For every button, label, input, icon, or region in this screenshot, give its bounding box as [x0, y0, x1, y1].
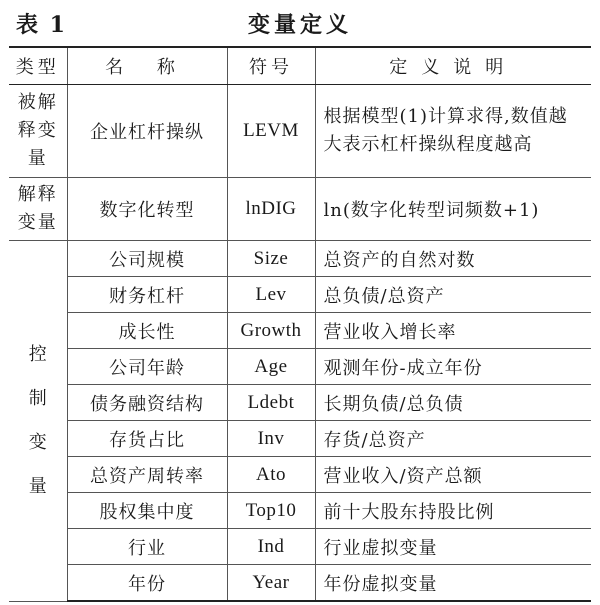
definition-cell: 营业收入增长率	[315, 313, 591, 349]
table-header-row	[9, 47, 591, 85]
symbol-cell: Ind	[227, 529, 315, 565]
name-cell: 成长性	[67, 313, 227, 349]
table-row-control	[9, 565, 591, 602]
definition-cell: 根据模型(1)计算求得,数值越大表示杠杆操纵程度越高	[315, 85, 591, 178]
symbol-cell: LEVM	[227, 85, 315, 178]
definition-cell: 总负债/总资产	[315, 277, 591, 313]
table-row-control	[9, 277, 591, 313]
table-row-control	[9, 313, 591, 349]
definition-cell: 营业收入/资产总额	[315, 457, 591, 493]
table-row-control	[9, 529, 591, 565]
table-caption	[0, 6, 600, 42]
variable-definition-table	[9, 46, 591, 602]
name-cell: 公司年龄	[67, 349, 227, 385]
table-row-control	[9, 385, 591, 421]
table-number: 表 1	[16, 12, 67, 38]
type-control-text: 控制变量	[28, 343, 49, 497]
table-title: 变量定义	[247, 12, 352, 38]
table-row-control	[9, 241, 591, 277]
header-definition: 定义说明	[315, 47, 591, 85]
symbol-cell: Ato	[227, 457, 315, 493]
definition-cell: 长期负债/总负债	[315, 385, 591, 421]
table-row-independent	[9, 178, 591, 241]
table-row-control	[9, 457, 591, 493]
symbol-cell: Size	[227, 241, 315, 277]
definition-cell: ln(数字化转型词频数+1)	[315, 178, 591, 241]
name-cell: 数字化转型	[67, 178, 227, 241]
name-cell: 股权集中度	[67, 493, 227, 529]
symbol-cell: Lev	[227, 277, 315, 313]
table-row-control	[9, 421, 591, 457]
definition-cell: 前十大股东持股比例	[315, 493, 591, 529]
name-cell: 公司规模	[67, 241, 227, 277]
symbol-cell: Age	[227, 349, 315, 385]
symbol-cell: lnDIG	[227, 178, 315, 241]
type-cell-control	[9, 241, 67, 602]
header-name: 名 称	[67, 47, 227, 85]
symbol-cell: Year	[227, 565, 315, 602]
symbol-cell: Ldebt	[227, 385, 315, 421]
definition-cell: 观测年份-成立年份	[315, 349, 591, 385]
table-row-control	[9, 493, 591, 529]
definition-cell: 存货/总资产	[315, 421, 591, 457]
type-cell-dependent: 被解释变量	[9, 85, 67, 178]
symbol-cell: Top10	[227, 493, 315, 529]
header-symbol: 符号	[227, 47, 315, 85]
table-row-dependent	[9, 85, 591, 178]
name-cell: 存货占比	[67, 421, 227, 457]
type-cell-independent: 解释变量	[9, 178, 67, 241]
definition-cell: 年份虚拟变量	[315, 565, 591, 602]
symbol-cell: Growth	[227, 313, 315, 349]
header-type: 类型	[9, 47, 67, 85]
name-cell: 行业	[67, 529, 227, 565]
name-cell: 财务杠杆	[67, 277, 227, 313]
symbol-cell: Inv	[227, 421, 315, 457]
name-cell: 总资产周转率	[67, 457, 227, 493]
name-cell: 年份	[67, 565, 227, 602]
name-cell: 企业杠杆操纵	[67, 85, 227, 178]
definition-cell: 总资产的自然对数	[315, 241, 591, 277]
table-row-control	[9, 349, 591, 385]
definition-cell: 行业虚拟变量	[315, 529, 591, 565]
name-cell: 债务融资结构	[67, 385, 227, 421]
